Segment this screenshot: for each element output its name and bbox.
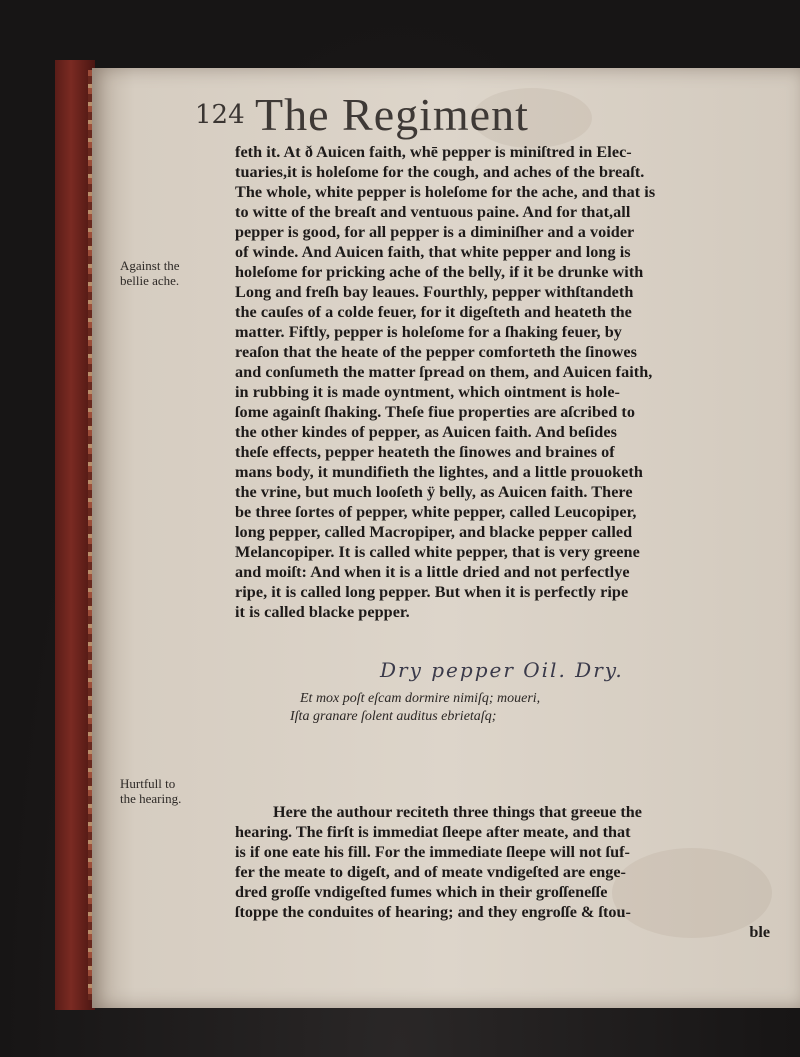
text-line: holeſome for pricking ache of the belly, if it be drunke with [235, 263, 644, 281]
text-line: matter. Fiftly, pepper is holeſome for a ſhaking feuer, by [235, 323, 622, 341]
text-line: it is called blacke pepper. [235, 603, 410, 621]
running-head: The Regiment [255, 89, 529, 140]
text-line: long pepper, called Macropiper, and blacke pepper called [235, 523, 633, 541]
text-line: ſtoppe the conduites of hearing; and they engroſſe & ſtou- [235, 903, 631, 921]
page-number: 124 [195, 100, 245, 130]
text-line: hearing. The firſt is immediat ſleepe after meate, and that [235, 823, 631, 841]
text-line: tuaries,it is holeſome for the cough, and aches of the breaſt. [235, 163, 645, 181]
text-line: and conſumeth the matter ſpread on them, and Auicen faith, [235, 363, 653, 381]
page-header [195, 88, 755, 148]
commentary-paragraph [235, 802, 790, 942]
text-line: the other kindes of pepper, as Auicen faith. And beſides [235, 423, 617, 441]
main-paragraph [235, 142, 790, 622]
text-line: ſome againſt ſhaking. Theſe fiue properties are aſcribed to [235, 403, 635, 421]
text-line: the cauſes of a colde feuer, for it digeſteth and heateth the [235, 303, 632, 321]
latin-verse [290, 690, 541, 726]
text-line: Here the authour reciteth three things that greeue the [273, 803, 642, 821]
text-line: fer the meate to digeſt, and of meate vndigeſted are enge- [235, 863, 626, 881]
text-line: Melancopiper. It is called white pepper, that is very greene [235, 543, 640, 561]
text-line: feth it. At ð Auicen faith, whē pepper is miniſtred in Elec- [235, 143, 632, 161]
text-line: dred groſſe vndigeſted fumes which in their groſſeneſſe [235, 883, 608, 901]
text-line: The whole, white pepper is holeſome for the ache, and that is [235, 183, 656, 201]
margin-note-belly-ache: Against the bellie ache. [120, 258, 180, 288]
margin-note-hearing: Hurtfull to the hearing. [120, 776, 182, 806]
text-line: of winde. And Auicen faith, that white pepper and long is [235, 243, 631, 261]
text-line: and moiſt: And when it is a little dried and not perfectlye [235, 563, 630, 581]
text-line: ripe, it is called long pepper. But when it is perfectly ripe [235, 583, 629, 601]
text-line: is if one eate his fill. For the immediate ſleepe will not ſuf- [235, 843, 630, 861]
text-line: be three ſortes of pepper, white pepper, called Leucopiper, [235, 503, 637, 521]
text-line: Long and freſh bay leaues. Fourthly, pepper withſtandeth [235, 283, 634, 301]
text-line: in rubbing it is made oyntment, which ointment is hole- [235, 383, 620, 401]
text-line: pepper is good, for all pepper is a diminiſher and a voider [235, 223, 635, 241]
catchword: ble [749, 923, 770, 941]
text-line: theſe effects, pepper heateth the ſinowes and braines of [235, 443, 615, 461]
verse-line: Et mox poſt eſcam dormire nimiſq; moueri, [300, 691, 541, 706]
text-line: to witte of the breaſt and ventuous paine. And for that,all [235, 203, 631, 221]
handwritten-annotation: Dry pepper Oil. Dry. [380, 658, 624, 682]
text-line: the vrine, but much looſeth ÿ belly, as Auicen faith. There [235, 483, 633, 501]
verse-line: Iſta granare ſolent auditus ebrietaſq; [290, 709, 497, 724]
text-line: mans body, it mundifieth the lightes, and a little prouoketh [235, 463, 643, 481]
text-line: reaſon that the heate of the pepper comforteth the ſinowes [235, 343, 637, 361]
